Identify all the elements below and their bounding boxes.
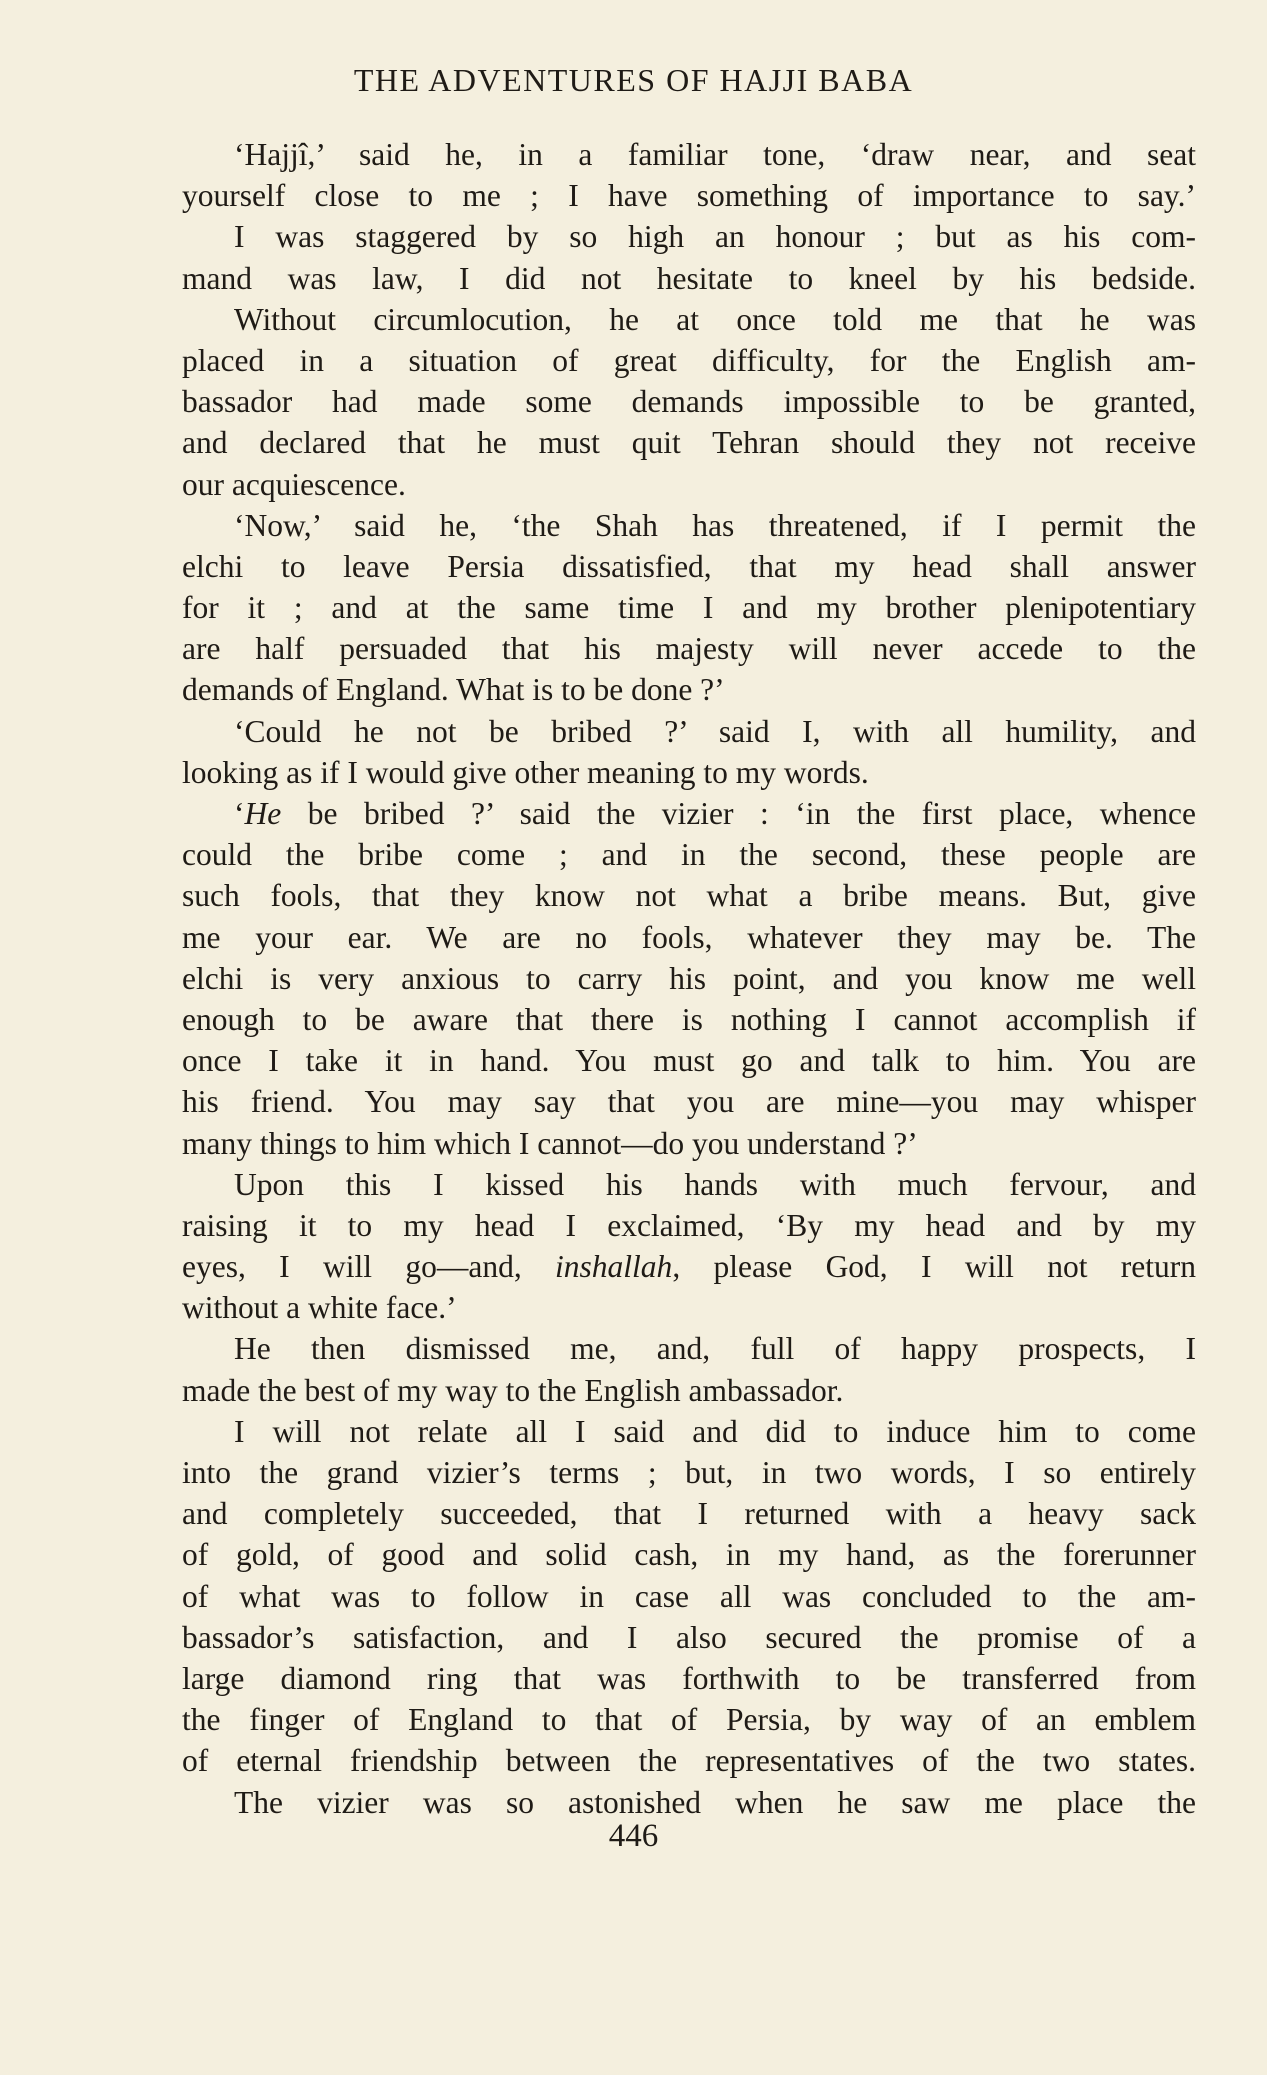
text-line: bassador’s satisfaction, and I also secured the promise of a [182, 1619, 1196, 1655]
text-line: large diamond ring that was forthwith to be transferred from [182, 1660, 1196, 1696]
text-line: raising it to my head I exclaimed, ‘By my head and by my [182, 1207, 1196, 1243]
text-line: of what was to follow in case all was concluded to the am- [182, 1578, 1196, 1614]
text-line: placed in a situation of great difficulty, for the English am- [182, 342, 1196, 378]
text-line: our acquiescence. [182, 466, 406, 502]
text-line: many things to him which I cannot—do you understand ?’ [182, 1125, 918, 1161]
text-line: I will not relate all I said and did to induce him to come [234, 1413, 1196, 1449]
text-line: He then dismissed me, and, full of happy prospects, I [234, 1331, 1196, 1367]
text-line: for it ; and at the same time I and my brother plenipotentiary [182, 590, 1196, 626]
text-line: and declared that he must quit Tehran should they not receive [182, 425, 1196, 461]
text-line: without a white face.’ [182, 1290, 457, 1326]
text-line: of gold, of good and solid cash, in my hand, as the forerunner [182, 1537, 1196, 1573]
text-line: ‘Hajjî,’ said he, in a familiar tone, ‘draw near, and seat [234, 137, 1196, 172]
text-line: ‘He be bribed ?’ said the vizier : ‘in the first place, whence [234, 796, 1196, 831]
text-line: elchi to leave Persia dissatisfied, that my head shall answer [182, 548, 1196, 584]
text-line: could the bribe come ; and in the second, these people are [182, 837, 1196, 873]
text-line: I was staggered by so high an honour ; but as his com- [234, 219, 1196, 255]
text-line: The vizier was so astonished when he saw me place the [234, 1784, 1196, 1820]
text-line: demands of England. What is to be done ?’ [182, 672, 725, 708]
body-text [182, 134, 1196, 1823]
text-line: bassador had made some demands impossible to be granted, [182, 384, 1196, 420]
text-line: of eternal friendship between the representatives of the two states. [182, 1743, 1196, 1779]
text-line: such fools, that they know not what a bribe means. But, give [182, 878, 1196, 914]
text-line: his friend. You may say that you are mine—you may whisper [182, 1084, 1196, 1120]
text-line: Upon this I kissed his hands with much fervour, and [234, 1166, 1196, 1202]
text-line: elchi is very anxious to carry his point, and you know me well [182, 960, 1196, 996]
text-line: yourself close to me ; I have something of importance to say.’ [182, 178, 1196, 214]
text-line: mand was law, I did not hesitate to kneel by his bedside. [182, 260, 1196, 296]
text-line: me your ear. We are no fools, whatever they may be. The [182, 919, 1196, 955]
text-line: and completely succeeded, that I returned with a heavy sack [182, 1496, 1196, 1532]
text-line: are half persuaded that his majesty will never accede to the [182, 631, 1196, 667]
text-line: ‘Could he not be bribed ?’ said I, with all humility, and [234, 713, 1196, 749]
text-line: looking as if I would give other meaning to my words. [182, 754, 869, 790]
page-number: 446 [608, 1818, 659, 1854]
running-head: THE ADVENTURES OF HAJJI BABA [353, 62, 914, 98]
text-line: ‘Now,’ said he, ‘the Shah has threatened, if I permit the [234, 507, 1196, 543]
text-line: once I take it in hand. You must go and talk to him. You are [182, 1043, 1196, 1079]
text-line: made the best of my way to the English ambassador. [182, 1372, 844, 1408]
text-line: Without circumlocution, he at once told me that he was [234, 301, 1196, 337]
text-line: into the grand vizier’s terms ; but, in two words, I so entirely [182, 1455, 1196, 1490]
text-line: enough to be aware that there is nothing I cannot accomplish if [182, 1001, 1196, 1037]
text-line: eyes, I will go—and, inshallah, please God, I will not return [182, 1249, 1196, 1285]
text-line: the finger of England to that of Persia, by way of an emblem [182, 1702, 1196, 1738]
